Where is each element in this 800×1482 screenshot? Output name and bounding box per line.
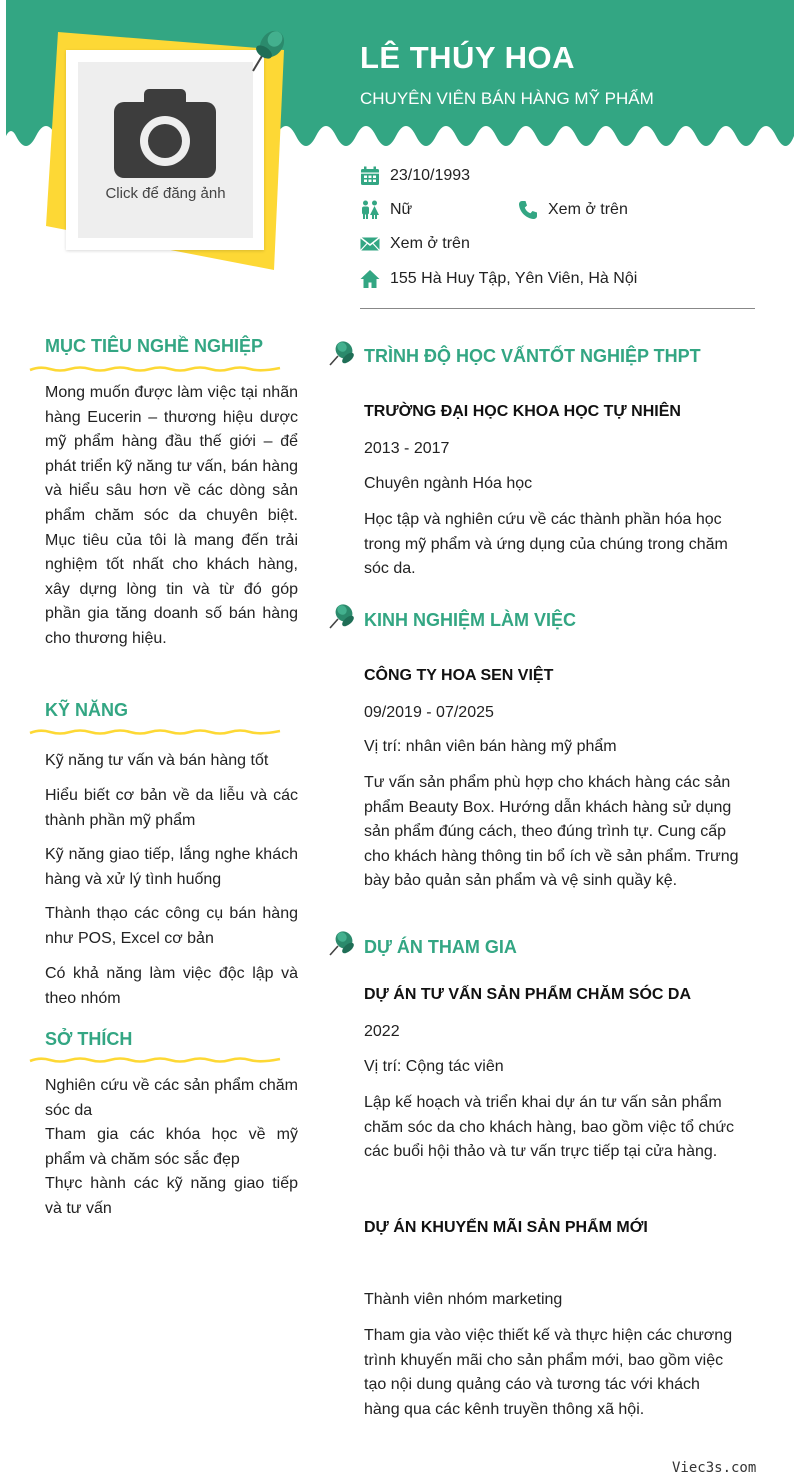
education-major: Chuyên ngành Hóa học	[364, 475, 533, 492]
projects-heading: DỰ ÁN THAM GIA	[364, 937, 517, 957]
experience-description: Tư vấn sản phẩm phù hợp cho khách hàng các sản phẩm Beauty Box. Hướng dẫn khách hàng sử dụng sản phẩm đúng cách, theo đúng trình tự. Cung cấp cho khách hàng thông tin bổ ích về sản phẩm. Trưng bày bảo quản sản phẩm và vệ sinh quầy kệ.	[364, 774, 739, 890]
pushpin-icon	[328, 928, 358, 958]
contact-email	[360, 232, 470, 256]
phone-value: Xem ở trên	[548, 201, 628, 218]
home-icon	[360, 269, 380, 289]
envelope-icon	[360, 234, 380, 254]
address-value: 155 Hà Huy Tập, Yên Viên, Hà Nội	[390, 270, 638, 287]
skills-heading: KỸ NĂNG	[45, 700, 129, 720]
skill-item: Kỹ năng giao tiếp, lắng nghe khách hàng và xử lý tình huống	[45, 846, 298, 888]
project-role: Thành viên nhóm marketing	[364, 1291, 563, 1308]
experience-heading: KINH NGHIỆM LÀM VIỆC	[364, 610, 577, 630]
photo-upload-caption[interactable]: Click để đăng ảnh	[105, 185, 226, 202]
pushpin-icon	[248, 24, 292, 74]
skill-item: Kỹ năng tư vấn và bán hàng tốt	[45, 752, 269, 769]
skill-item: Hiểu biết cơ bản về da liễu và các thành phần mỹ phẩm	[45, 787, 298, 829]
contact-address	[360, 267, 637, 291]
skill-item: Có khả năng làm việc độc lập và theo nhóm	[45, 965, 298, 1007]
heading-underline	[28, 726, 282, 738]
education-description: Học tập và nghiên cứu về các thành phần hóa học trong mỹ phẩm và ứng dụng của chúng trong chăm sóc da.	[364, 511, 728, 578]
candidate-name: LÊ THÚY HOA	[360, 40, 576, 75]
contact-phone	[518, 198, 628, 222]
gender-value: Nữ	[390, 201, 413, 218]
gender-icon	[360, 200, 380, 220]
contact-birthday	[360, 164, 470, 188]
pushpin-icon	[328, 338, 358, 368]
project-description: Lập kế hoạch và triển khai dự án tư vấn sản phẩm chăm sóc da cho khách hàng, bao gồm việc tổ chức các buổi hội thảo và tư vấn trực tiếp tại cửa hàng.	[364, 1094, 735, 1161]
contact-gender	[360, 198, 412, 222]
experience-period: 09/2019 - 07/2025	[364, 704, 494, 721]
education-heading: TRÌNH ĐỘ HỌC VẤNTỐT NGHIỆP THPT	[364, 346, 701, 366]
watermark: Viec3s.com	[672, 1460, 757, 1476]
objective-heading: MỤC TIÊU NGHỀ NGHIỆP	[45, 336, 264, 356]
hobby-item: Tham gia các khóa học về mỹ phẩm và chăm sóc sắc đẹp	[45, 1126, 298, 1168]
job-title: CHUYÊN VIÊN BÁN HÀNG MỸ PHẨM	[360, 89, 654, 108]
pushpin-icon	[328, 601, 358, 631]
project-year: 2022	[364, 1023, 400, 1040]
project-description: Tham gia vào việc thiết kế và thực hiện các chương trình khuyến mãi cho sản phẩm mới, bao gồm việc tạo nội dung quảng cáo và tương tác với khách hàng qua các kênh truyền thông xã hội.	[364, 1327, 733, 1418]
education-period: 2013 - 2017	[364, 440, 450, 457]
experience-company: CÔNG TY HOA SEN VIỆT	[364, 667, 554, 684]
calendar-icon	[360, 166, 380, 186]
camera-icon[interactable]	[112, 86, 218, 182]
hobby-item: Nghiên cứu về các sản phẩm chăm sóc da	[45, 1077, 298, 1119]
email-value: Xem ở trên	[390, 235, 470, 252]
hobby-item: Thực hành các kỹ năng giao tiếp và tư vấn	[45, 1175, 298, 1217]
project-title: DỰ ÁN TƯ VẤN SẢN PHẨM CHĂM SÓC DA	[364, 986, 691, 1003]
experience-position: Vị trí: nhân viên bán hàng mỹ phẩm	[364, 738, 617, 755]
birthday-value: 23/10/1993	[390, 167, 471, 184]
project-title: DỰ ÁN KHUYẾN MÃI SẢN PHẨM MỚI	[364, 1219, 648, 1236]
education-school: TRƯỜNG ĐẠI HỌC KHOA HỌC TỰ NHIÊN	[364, 403, 681, 420]
hobbies-heading: SỞ THÍCH	[45, 1029, 133, 1049]
skill-item: Thành thạo các công cụ bán hàng như POS, Excel cơ bản	[45, 905, 298, 947]
project-role: Vị trí: Cộng tác viên	[364, 1058, 504, 1075]
heading-underline	[28, 1054, 282, 1066]
heading-underline	[28, 363, 282, 375]
contact-divider	[360, 308, 755, 309]
phone-icon	[518, 200, 538, 220]
objective-text: Mong muốn được làm việc tại nhãn hàng Eucerin – thương hiệu dược mỹ phẩm hàng đầu thế giới – để phát triển kỹ năng tư vấn, bán hàng và hiểu sâu hơn về các dòng sản phẩm chăm sóc da chuyên biệt. Mục tiêu của tôi là mang đến trải nghiệm tốt nhất cho khách hàng, xây dựng lòng tin và từ đó góp phần gia tăng doanh số bán hàng cho thương hiệu.	[45, 384, 298, 647]
